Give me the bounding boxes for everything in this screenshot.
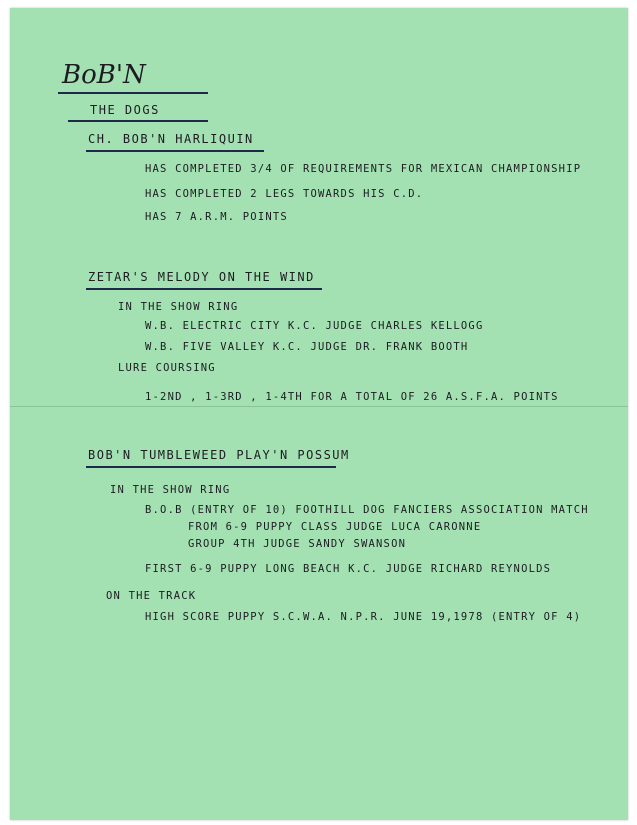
dog-2-name-underline xyxy=(86,288,322,290)
dog-1-name: CH. BOB'N HARLIQUIN xyxy=(88,132,254,146)
section-title-underline xyxy=(68,120,208,122)
dog-3-subhead-on-the-track: ON THE TRACK xyxy=(106,590,197,602)
dog-3-line-4: FIRST 6-9 PUPPY LONG BEACH K.C. JUDGE RICHARD REYNOLDS xyxy=(145,563,552,575)
dog-1-line-1: HAS COMPLETED 3/4 OF REQUIREMENTS FOR MEXICAN CHAMPIONSHIP xyxy=(145,163,582,175)
letterhead-underline xyxy=(58,92,208,94)
dog-3-name-underline xyxy=(86,466,336,468)
dog-1-line-3: HAS 7 A.R.M. POINTS xyxy=(145,211,288,223)
letterhead-logo: BoB'N xyxy=(62,60,146,90)
document-page xyxy=(10,8,628,820)
dog-2-line-1: W.B. ELECTRIC CITY K.C. JUDGE CHARLES KELLOGG xyxy=(145,320,484,332)
fold-crease xyxy=(10,406,628,407)
dog-3-subhead-show-ring: IN THE SHOW RING xyxy=(110,484,231,496)
dog-2-name: ZETAR'S MELODY ON THE WIND xyxy=(88,270,315,284)
dog-3-line-2: FROM 6-9 PUPPY CLASS JUDGE LUCA CARONNE xyxy=(188,521,482,533)
dog-2-line-3: 1-2ND , 1-3RD , 1-4TH FOR A TOTAL OF 26 A.S.F.A. POINTS xyxy=(145,391,559,403)
dog-2-subhead-lure-coursing: LURE COURSING xyxy=(118,362,216,374)
dog-3-line-3: GROUP 4TH JUDGE SANDY SWANSON xyxy=(188,538,407,550)
dog-1-name-underline xyxy=(86,150,264,152)
dog-3-name: BOB'N TUMBLEWEED PLAY'N POSSUM xyxy=(88,448,350,462)
section-title: THE DOGS xyxy=(90,103,160,117)
dog-2-subhead-show-ring: IN THE SHOW RING xyxy=(118,301,239,313)
dog-2-line-2: W.B. FIVE VALLEY K.C. JUDGE DR. FRANK BOOTH xyxy=(145,341,469,353)
dog-3-line-1: B.O.B (ENTRY OF 10) FOOTHILL DOG FANCIERS ASSOCIATION MATCH xyxy=(145,504,589,516)
dog-3-line-5: HIGH SCORE PUPPY S.C.W.A. N.P.R. JUNE 19,1978 (ENTRY OF 4) xyxy=(145,611,582,623)
dog-1-line-2: HAS COMPLETED 2 LEGS TOWARDS HIS C.D. xyxy=(145,188,424,200)
